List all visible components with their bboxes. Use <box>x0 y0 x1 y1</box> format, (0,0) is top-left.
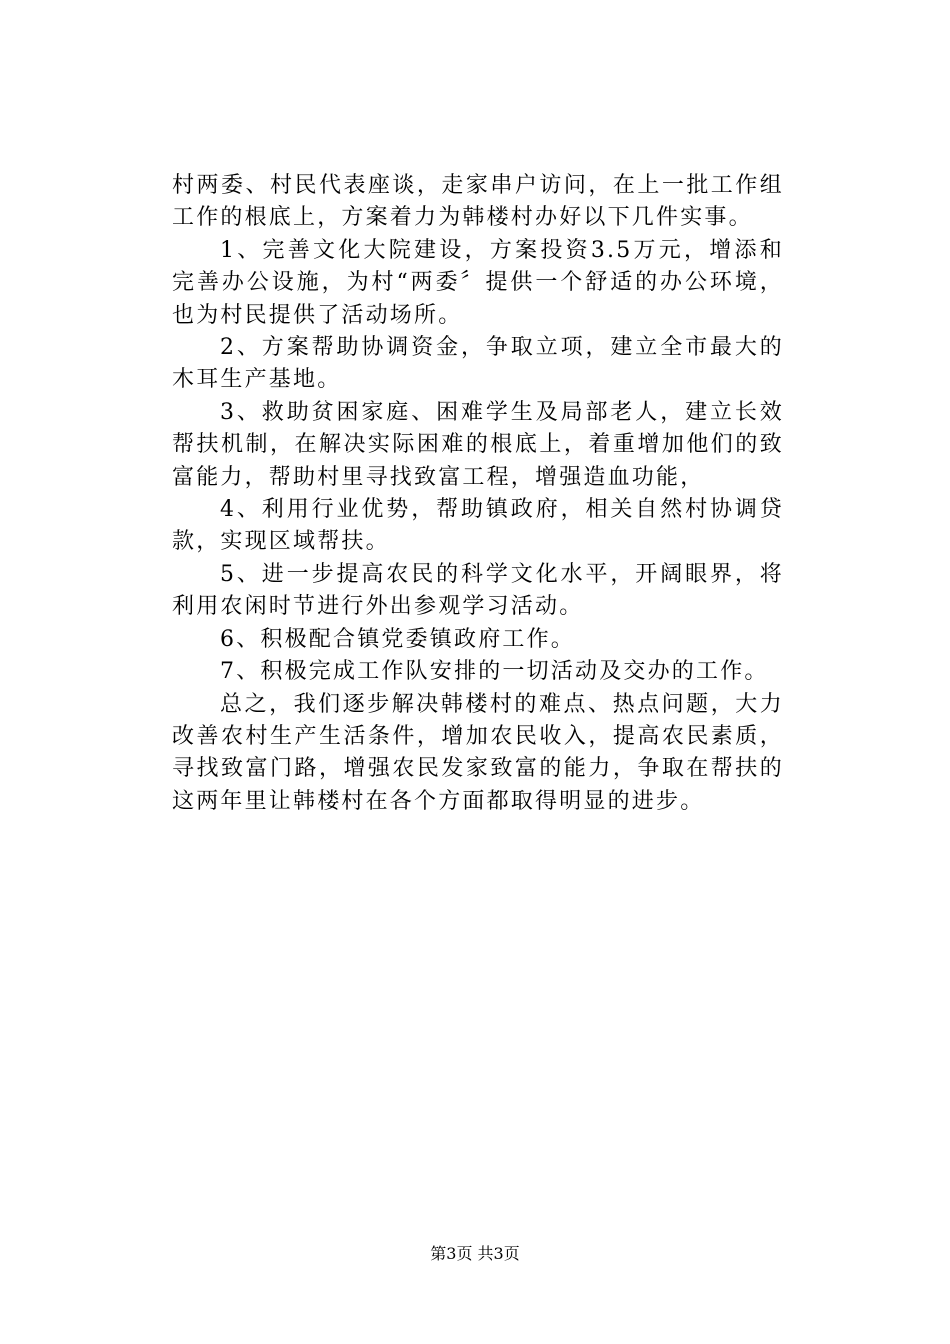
paragraph-item-2: 2、方案帮助协调资金，争取立项，建立全市最大的木耳生产基地。 <box>172 335 784 393</box>
paragraph-item-1: 1、完善文化大院建设，方案投资3.5万元，增添和完善办公设施，为村“两委〞提供一个舒适的办公环境，也为村民提供了活动场所。 <box>172 237 784 328</box>
document-body <box>172 170 784 818</box>
paragraph-item-3: 3、救助贫困家庭、困难学生及局部老人，建立长效帮扶机制，在解决实际困难的根底上，着重增加他们的致富能力，帮助村里寻找致富工程，增强造血功能， <box>172 399 784 490</box>
paragraph-conclusion: 总之，我们逐步解决韩楼村的难点、热点问题，大力改善农村生产生活条件，增加农民收入，提高农民素质，寻找致富门路，增强农民发家致富的能力，争取在帮扶的这两年里让韩楼村在各个方面都取得明显的进步。 <box>172 691 784 814</box>
paragraph-item-6: 6、积极配合镇党委镇政府工作。 <box>220 626 575 652</box>
paragraph-item-5: 5、进一步提高农民的科学文化水平，开阔眼界，将利用农闲时节进行外出参观学习活动。 <box>172 561 784 620</box>
paragraph-item-7: 7、积极完成工作队安排的一切活动及交办的工作。 <box>220 659 769 685</box>
page-number-footer: 第3页 共3页 <box>430 1244 520 1263</box>
paragraph-continuation: 村两委、村民代表座谈，走家串户访问，在上一批工作组工作的根底上，方案着力为韩楼村办好以下几件实事。 <box>172 173 784 231</box>
paragraph-item-4: 4、利用行业优势，帮助镇政府，相关自然村协调贷款，实现区域帮扶。 <box>172 497 784 555</box>
